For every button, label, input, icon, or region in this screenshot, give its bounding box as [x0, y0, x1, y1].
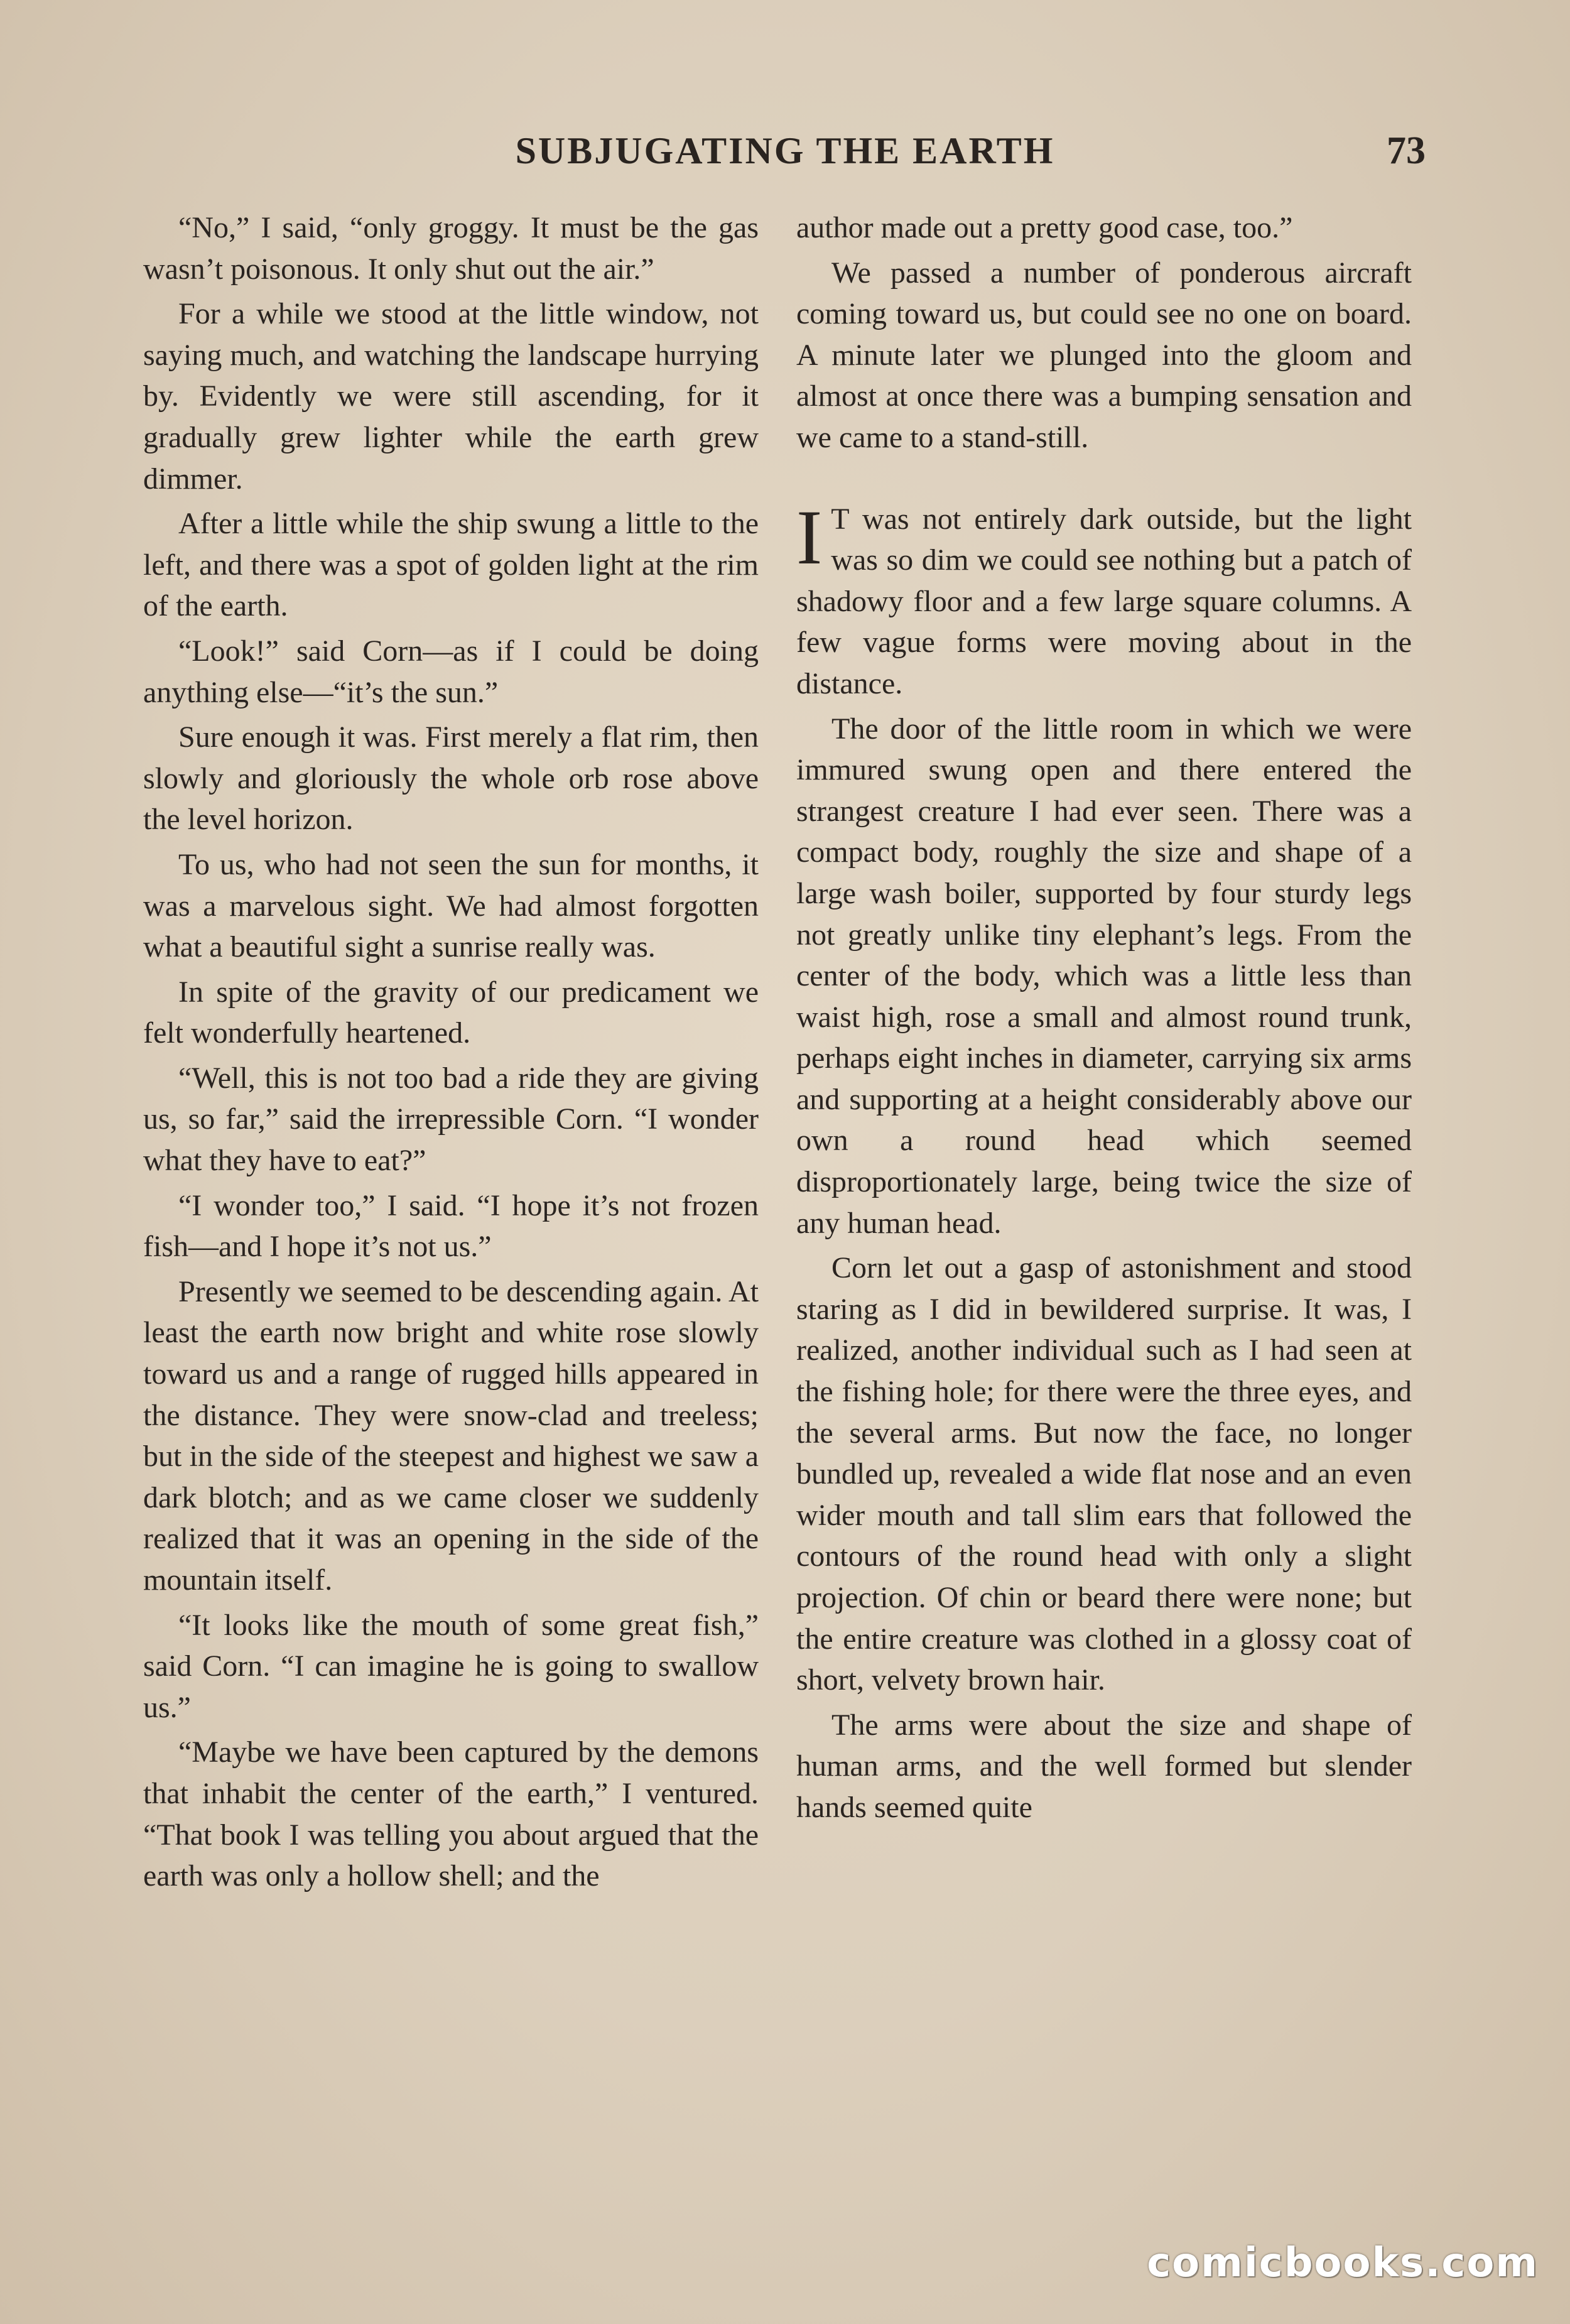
dropcap-paragraph	[796, 494, 1412, 705]
paragraph: We passed a number of ponderous aircraft coming toward us, but could see no one on board. A minute later we plunged into the gloom and almost at once there was a bumping sensation and we came to a stand-still.	[796, 256, 1412, 454]
section-break	[796, 462, 1412, 499]
page-number: 73	[1387, 129, 1426, 172]
paragraph: To us, who had not seen the sun for months, it was a marvelous sight. We had almost forgotten what a beautiful sight a sunrise really was.	[143, 847, 759, 964]
paragraph: “Well, this is not too bad a ride they are giving us, so far,” said the irrepressible Corn. “I wonder what they have to eat?”	[143, 1061, 759, 1178]
paragraph: In spite of the gravity of our predicament we felt wonderfully heartened.	[143, 975, 759, 1050]
left-column	[143, 207, 759, 1901]
paragraph: The arms were about the size and shape of human arms, and the well formed but slender hands seemed quite	[796, 1708, 1412, 1824]
paragraph: After a little while the ship swung a little to the left, and there was a spot of golden light at the rim of the earth.	[143, 507, 759, 623]
paragraph: “Maybe we have been captured by the demons that inhabit the center of the earth,” I ventured. “That book I was telling you about argued that the earth was only a hollow shell; and the	[143, 1735, 759, 1893]
paragraph: For a while we stood at the little window, not saying much, and watching the landscape hurrying by. Evidently we were still ascending, for it gradually grew lighter while the earth grew dimmer.	[143, 297, 759, 496]
paragraph: “Look!” said Corn—as if I could be doing anything else—“it’s the sun.”	[143, 634, 759, 709]
paragraph: Sure enough it was. First merely a flat rim, then slowly and gloriously the whole orb rose above the level horizon.	[143, 720, 759, 837]
paragraph: Presently we seemed to be descending again. At least the earth now bright and white rose slowly toward us and a range of rugged hills appeared in the distance. They were snow-clad and treeless; but in the side of the steepest and highest we saw a dark blotch; and as we came closer we suddenly realized that it was an opening in the side of the mountain itself.	[143, 1274, 759, 1597]
paragraph: The door of the little room in which we were immured swung open and there entered the strangest creature I had ever seen. There was a compact body, roughly the size and shape of a large wash boiler, supported by four sturdy legs not greatly unlike tiny elephant’s legs. From the center of the body, which was a little less than waist high, rose a small and almost round trunk, perhaps eight inches in diameter, carrying six arms and supporting at a height considerably above our own a round head which seemed disproportionately large, being twice the size of any human head.	[796, 712, 1412, 1240]
running-head	[144, 126, 1426, 176]
paragraph: Corn let out a gasp of astonishment and stood staring as I did in bewildered surprise. It was, I realized, another individual such as I had seen at the fishing hole; for there were the three eyes, and the several arms. But now the face, no longer bundled up, revealed a wide flat nose and an even wider mouth and tall slim ears that followed the contours of the round head with only a slight projection. Of chin or beard there were none; but the entire creature was clothed in a glossy coat of short, velvety brown hair.	[796, 1251, 1412, 1697]
continued-paragraph: author made out a pretty good case, too.”	[796, 211, 1293, 244]
paragraph: “I wonder too,” I said. “I hope it’s not frozen fish—and I hope it’s not us.”	[143, 1188, 759, 1264]
dropcap-paragraph-text: T was not entirely dark outside, but the light was so dim we could see nothing but a patch of shadowy floor and a few large square columns. A few vague forms were moving about in the distance.	[796, 502, 1412, 700]
watermark: comicbooks.com	[1147, 2240, 1539, 2286]
drop-cap: I	[796, 494, 823, 580]
right-column	[796, 207, 1412, 1832]
running-title: SUBJUGATING THE EARTH	[515, 130, 1055, 171]
paragraph: “It looks like the mouth of some great fish,” said Corn. “I can imagine he is going to swallow us.”	[143, 1608, 759, 1724]
paragraph: “No,” I said, “only groggy. It must be the gas wasn’t poisonous. It only shut out the air.”	[143, 211, 759, 286]
